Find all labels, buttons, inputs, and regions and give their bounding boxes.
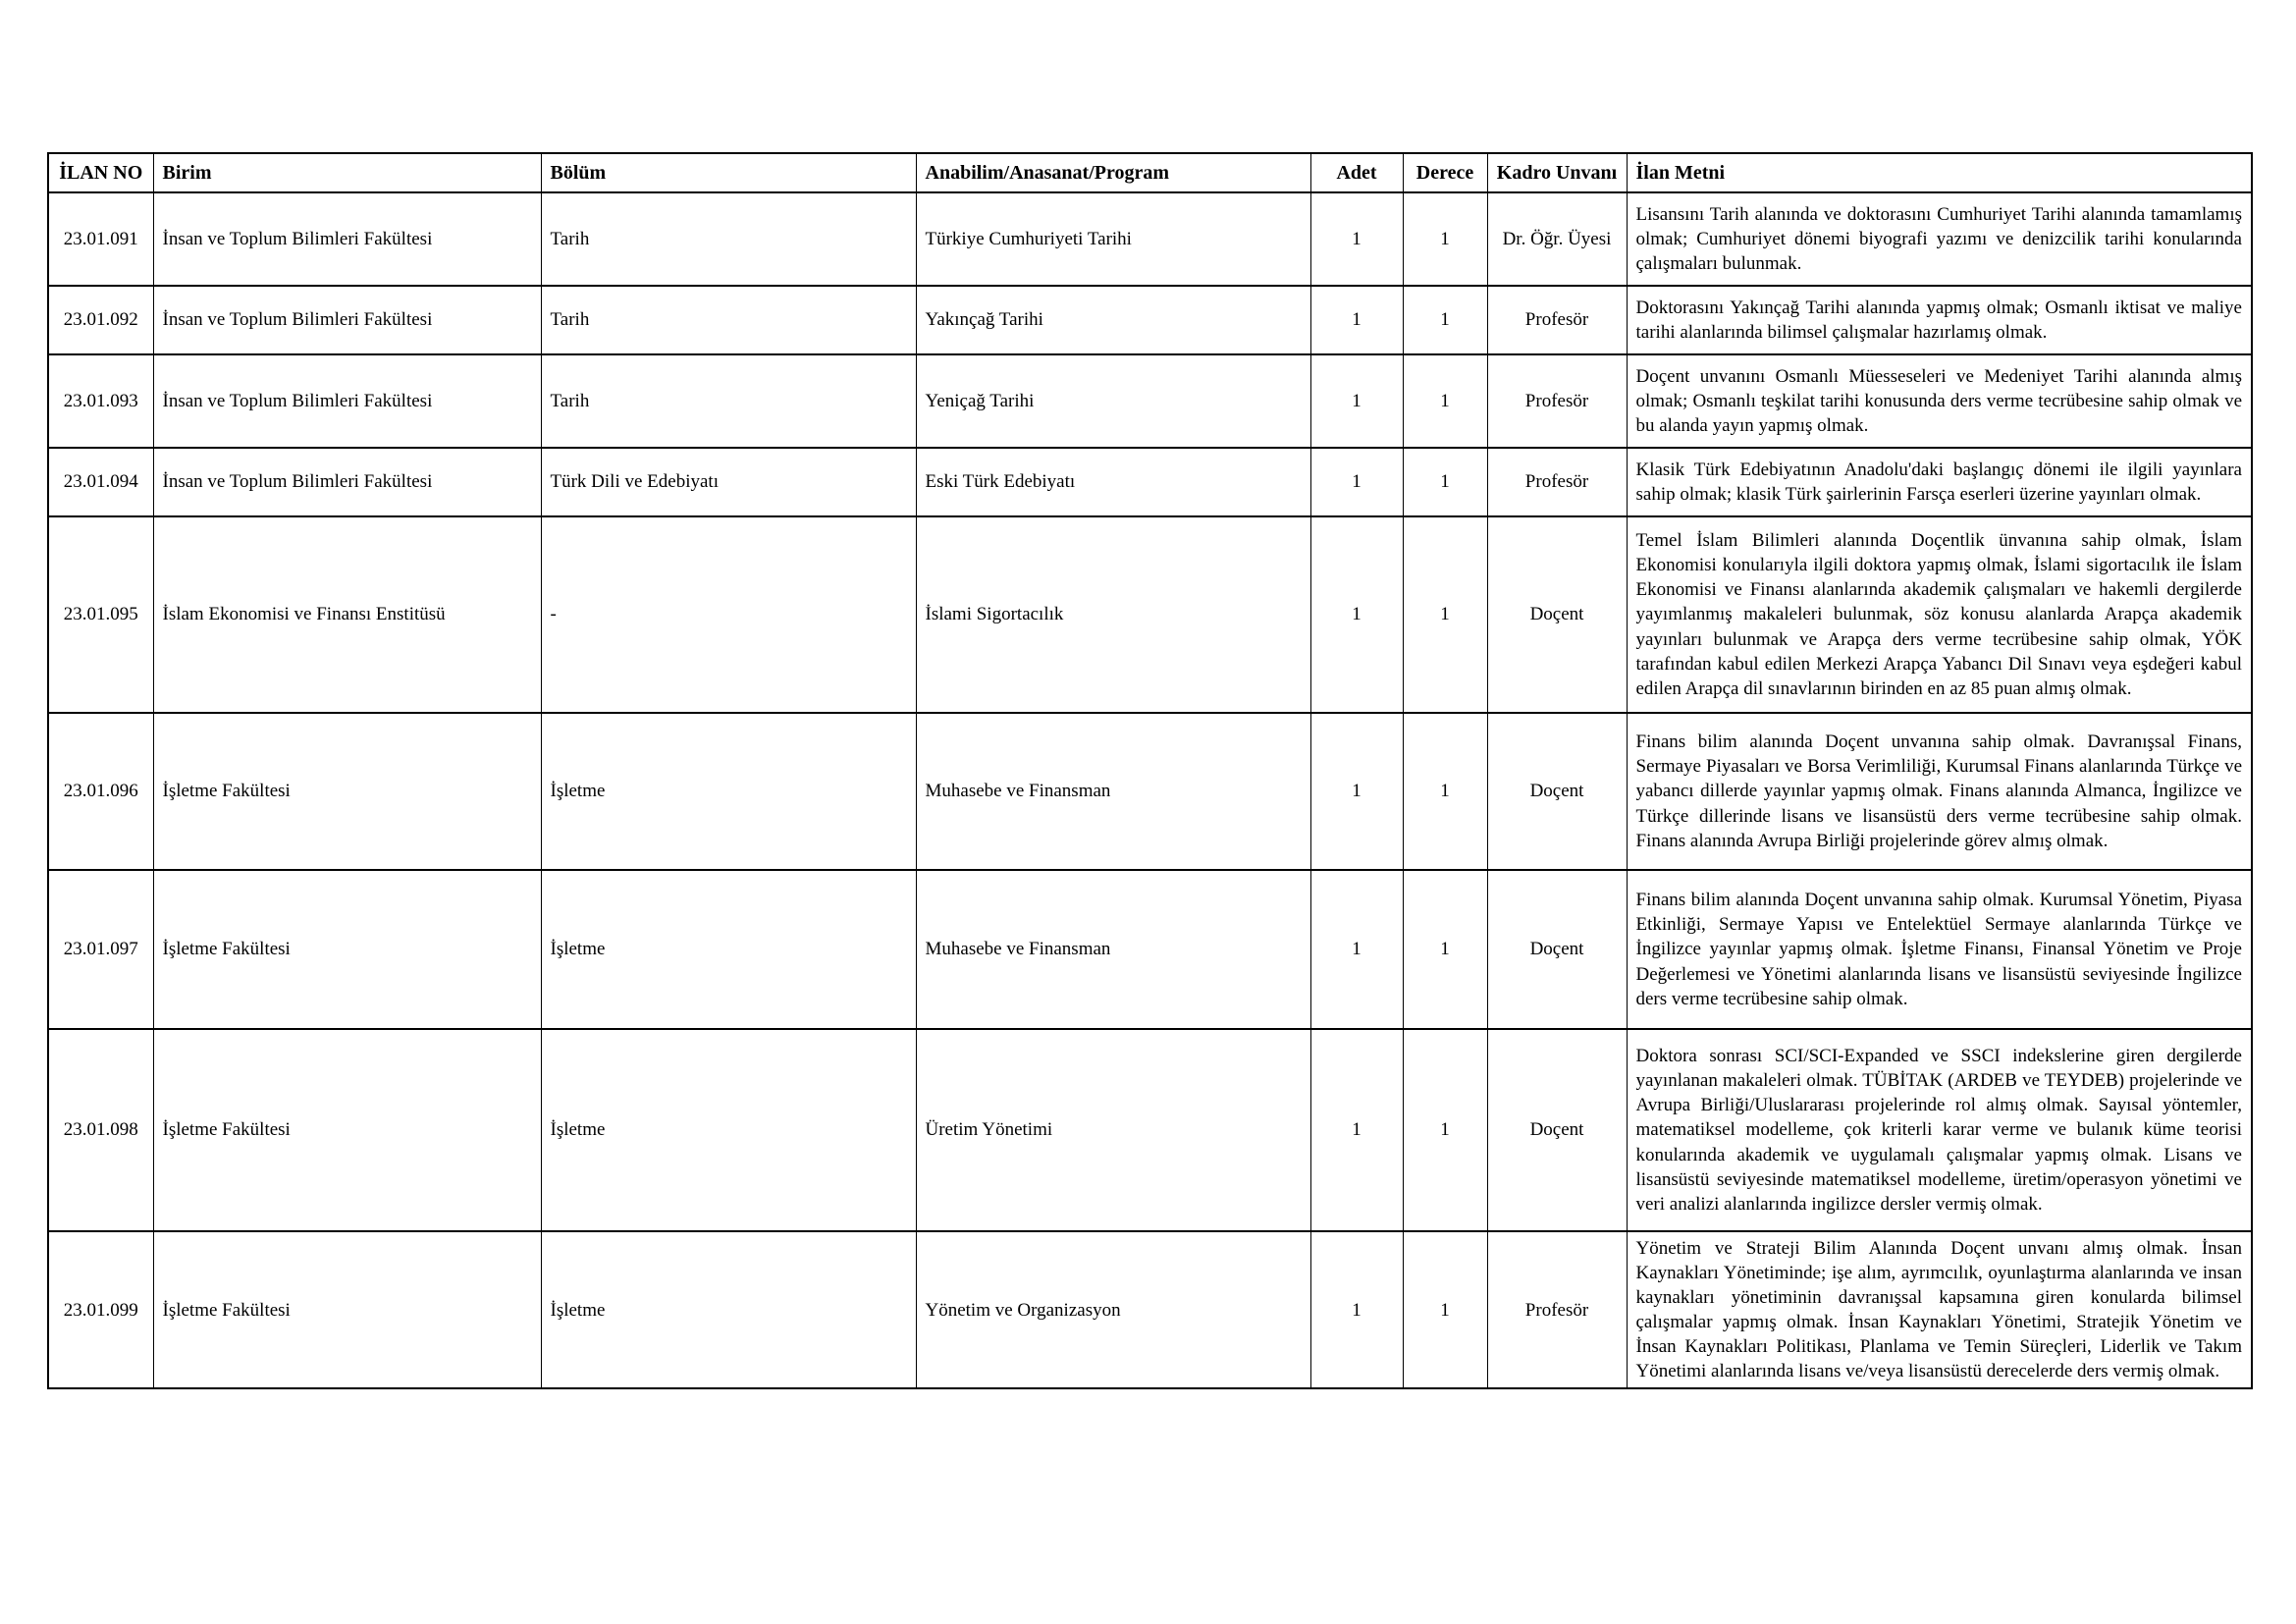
cell-adet: 1 [1310, 1029, 1403, 1231]
cell-ilan-metni: Finans bilim alanında Doçent unvanına sahip olmak. Kurumsal Yönetim, Piyasa Etkinliği, Sermaye Yapısı ve Entelektüel Sermaye alanlarında Türkçe ve İngilizce yayınlar yapmış olmak. İşletme Finansı, Finansal Yönetim ve Proje Değerlemesi ve Yönetimi alanlarında lisans ve lisansüstü seviyesinde İngilizce ders verme tecrübesine sahip olmak. [1627, 870, 2252, 1029]
cell-derece: 1 [1403, 286, 1487, 354]
cell-birim: İslam Ekonomisi ve Finansı Enstitüsü [153, 516, 541, 713]
table-row [48, 354, 2252, 448]
cell-program: Eski Türk Edebiyatı [916, 448, 1310, 516]
cell-ilan-no: 23.01.094 [48, 448, 153, 516]
cell-bolum: İşletme [541, 870, 916, 1029]
cell-kadro-unvani: Doçent [1487, 713, 1627, 870]
cell-bolum: İşletme [541, 713, 916, 870]
cell-kadro-unvani: Doçent [1487, 1029, 1627, 1231]
header-ilan-metni: İlan Metni [1627, 153, 2252, 192]
cell-bolum: İşletme [541, 1231, 916, 1388]
cell-kadro-unvani: Profesör [1487, 286, 1627, 354]
cell-program: Türkiye Cumhuriyeti Tarihi [916, 192, 1310, 286]
cell-ilan-metni: Yönetim ve Strateji Bilim Alanında Doçent unvanı almış olmak. İnsan Kaynakları Yönetiminde; işe alım, ayrımcılık, oyunlaştırma alanlarında ve insan kaynakları yönetiminin davranışsal kapsamına giren konularda bilimsel çalışmalar yapmış olmak. İnsan Kaynakları Yönetimi, Stratejik Yönetim ve İnsan Kaynakları Politikası, Planlama ve Temin Süreçleri, Liderlik ve Takım Yönetimi alanlarında lisans ve/veya lisansüstü derecelerde ders vermiş olmak. [1627, 1231, 2252, 1388]
cell-derece: 1 [1403, 516, 1487, 713]
cell-derece: 1 [1403, 1231, 1487, 1388]
cell-adet: 1 [1310, 870, 1403, 1029]
cell-birim: İnsan ve Toplum Bilimleri Fakültesi [153, 354, 541, 448]
header-derece: Derece [1403, 153, 1487, 192]
header-bolum: Bölüm [541, 153, 916, 192]
cell-ilan-no: 23.01.093 [48, 354, 153, 448]
cell-kadro-unvani: Profesör [1487, 1231, 1627, 1388]
table-row [48, 713, 2252, 870]
table-row [48, 516, 2252, 713]
header-kadro-unvani: Kadro Unvanı [1487, 153, 1627, 192]
cell-kadro-unvani: Doçent [1487, 516, 1627, 713]
header-row [48, 153, 2252, 192]
cell-kadro-unvani: Profesör [1487, 448, 1627, 516]
cell-program: Üretim Yönetimi [916, 1029, 1310, 1231]
cell-ilan-no: 23.01.095 [48, 516, 153, 713]
cell-ilan-no: 23.01.097 [48, 870, 153, 1029]
cell-derece: 1 [1403, 1029, 1487, 1231]
cell-kadro-unvani: Doçent [1487, 870, 1627, 1029]
cell-ilan-metni: Doktora sonrası SCI/SCI-Expanded ve SSCI indekslerine giren dergilerde yayınlanan makaleleri olmak. TÜBİTAK (ARDEB ve TEYDEB) projelerinde ve Avrupa Birliği/Uluslararası projelerinde rol almış olmak. Sayısal yöntemler, matematiksel modelleme, çok kriterli karar verme ve bulanık küme teorisi konularında akademik ve uygulamalı çalışmalar yapmış olmak. Lisans ve lisansüstü seviyesinde matematiksel modelleme, üretim/operasyon yönetimi ve veri analizi alanlarında ingilizce dersler vermiş olmak. [1627, 1029, 2252, 1231]
cell-ilan-no: 23.01.096 [48, 713, 153, 870]
cell-program: Yeniçağ Tarihi [916, 354, 1310, 448]
cell-derece: 1 [1403, 870, 1487, 1029]
cell-adet: 1 [1310, 448, 1403, 516]
cell-ilan-no: 23.01.098 [48, 1029, 153, 1231]
cell-ilan-metni: Doktorasını Yakınçağ Tarihi alanında yapmış olmak; Osmanlı iktisat ve maliye tarihi alanlarında bilimsel çalışmalar hazırlamış olmak. [1627, 286, 2252, 354]
cell-derece: 1 [1403, 713, 1487, 870]
cell-program: Yönetim ve Organizasyon [916, 1231, 1310, 1388]
cell-program: İslami Sigortacılık [916, 516, 1310, 713]
table-row [48, 1231, 2252, 1388]
cell-ilan-no: 23.01.092 [48, 286, 153, 354]
cell-adet: 1 [1310, 1231, 1403, 1388]
cell-birim: İşletme Fakültesi [153, 1029, 541, 1231]
header-birim: Birim [153, 153, 541, 192]
table-row [48, 1029, 2252, 1231]
table-row [48, 286, 2252, 354]
cell-birim: İşletme Fakültesi [153, 870, 541, 1029]
cell-kadro-unvani: Profesör [1487, 354, 1627, 448]
cell-bolum: - [541, 516, 916, 713]
cell-ilan-metni: Doçent unvanını Osmanlı Müesseseleri ve Medeniyet Tarihi alanında almış olmak; Osmanlı teşkilat tarihi konusunda ders verme tecrübesine sahip olmak ve bu alanda yayın yapmış olmak. [1627, 354, 2252, 448]
cell-ilan-metni: Lisansını Tarih alanında ve doktorasını Cumhuriyet Tarihi alanında tamamlamış olmak; Cumhuriyet dönemi biyografi yazımı ve denizcilik tarihi konularında çalışmaları bulunmak. [1627, 192, 2252, 286]
table-row [48, 192, 2252, 286]
cell-derece: 1 [1403, 448, 1487, 516]
cell-ilan-metni: Temel İslam Bilimleri alanında Doçentlik ünvanına sahip olmak, İslam Ekonomisi konularıyla ilgili doktora yapmış olmak, İslami sigortacılık ile İslam Ekonomisi ve Finansı alanlarında akademik çalışmaları ve hakemli dergilerde yayımlanmış makaleleri bulunmak, söz konusu alanlarda Arapça akademik yayınları bulunmak ve Arapça ders verme tecrübesine sahip olmak, YÖK tarafından kabul edilen Merkezi Arapça Yabancı Dil Sınavı veya eşdeğeri kabul edilen Arapça dil sınavlarının birinden en az 85 puan almış olmak. [1627, 516, 2252, 713]
cell-birim: İşletme Fakültesi [153, 1231, 541, 1388]
cell-kadro-unvani: Dr. Öğr. Üyesi [1487, 192, 1627, 286]
cell-bolum: Tarih [541, 286, 916, 354]
cell-derece: 1 [1403, 192, 1487, 286]
table-row [48, 870, 2252, 1029]
job-postings-table [47, 152, 2253, 1389]
cell-adet: 1 [1310, 192, 1403, 286]
cell-adet: 1 [1310, 354, 1403, 448]
cell-program: Muhasebe ve Finansman [916, 870, 1310, 1029]
cell-adet: 1 [1310, 286, 1403, 354]
cell-ilan-no: 23.01.099 [48, 1231, 153, 1388]
cell-bolum: İşletme [541, 1029, 916, 1231]
cell-ilan-metni: Finans bilim alanında Doçent unvanına sahip olmak. Davranışsal Finans, Sermaye Piyasaları ve Borsa Verimliliği, Kurumsal Finans alanlarında Türkçe ve yabancı dillerde yayınlar yapmış olmak. Finans alanında Almanca, İngilizce ve Türkçe dillerinde lisans ve lisansüstü ders verme tecrübesine sahip olmak. Finans alanında Avrupa Birliği projelerinde görev almış olmak. [1627, 713, 2252, 870]
cell-ilan-no: 23.01.091 [48, 192, 153, 286]
header-program: Anabilim/Anasanat/Program [916, 153, 1310, 192]
job-table-body [48, 192, 2252, 1388]
cell-birim: İşletme Fakültesi [153, 713, 541, 870]
cell-bolum: Türk Dili ve Edebiyatı [541, 448, 916, 516]
cell-birim: İnsan ve Toplum Bilimleri Fakültesi [153, 448, 541, 516]
header-ilan-no: İLAN NO [48, 153, 153, 192]
cell-birim: İnsan ve Toplum Bilimleri Fakültesi [153, 192, 541, 286]
cell-adet: 1 [1310, 516, 1403, 713]
cell-birim: İnsan ve Toplum Bilimleri Fakültesi [153, 286, 541, 354]
cell-bolum: Tarih [541, 192, 916, 286]
table-row [48, 448, 2252, 516]
cell-program: Muhasebe ve Finansman [916, 713, 1310, 870]
cell-derece: 1 [1403, 354, 1487, 448]
cell-ilan-metni: Klasik Türk Edebiyatının Anadolu'daki başlangıç dönemi ile ilgili yayınlara sahip olmak; klasik Türk şairlerinin Farsça eserleri üzerine yayınları olmak. [1627, 448, 2252, 516]
cell-adet: 1 [1310, 713, 1403, 870]
header-adet: Adet [1310, 153, 1403, 192]
cell-program: Yakınçağ Tarihi [916, 286, 1310, 354]
cell-bolum: Tarih [541, 354, 916, 448]
